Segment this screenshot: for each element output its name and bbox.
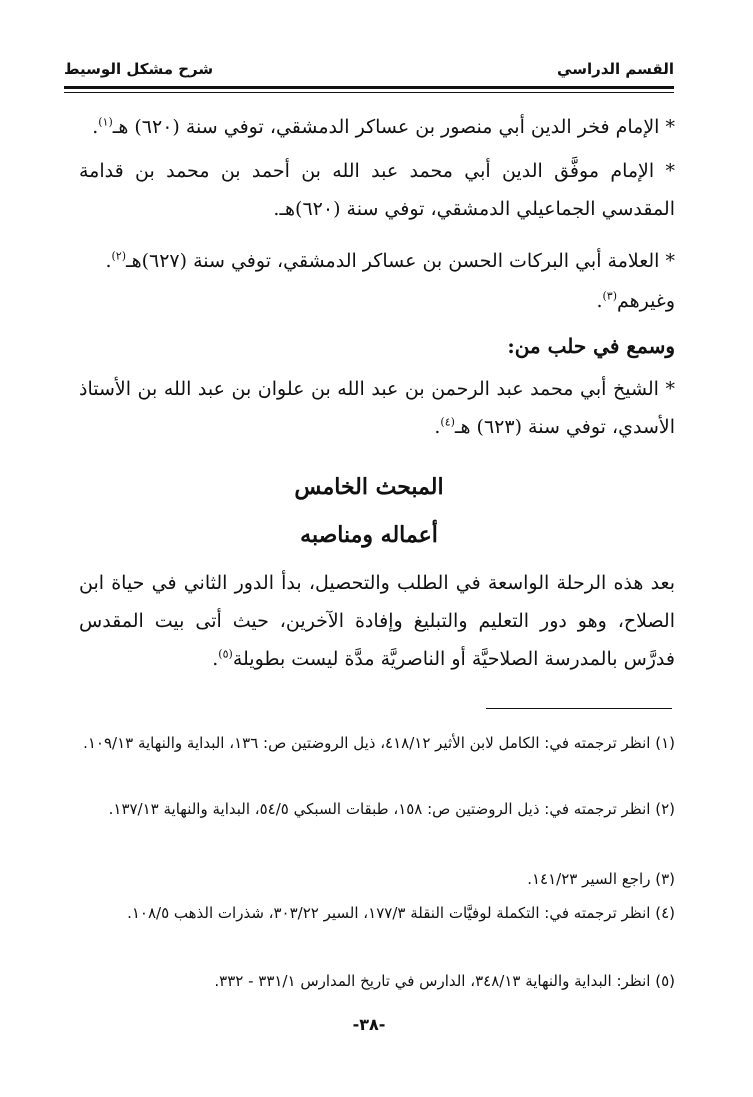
footnote-4: (٤) انظر ترجمته في: التكملة لوفيَّات النقلة ١٧٧/٣، السير ٣٠٣/٢٢، شذرات الذهب ١٠٨/٥. [127, 904, 675, 922]
footnote-ref-4[interactable]: (٤) [440, 415, 455, 429]
footnote-ref-3[interactable]: (٣) [602, 289, 617, 303]
chapter-title: المبحث الخامس [294, 474, 444, 500]
teacher-entry-3: * العلامة أبي البركات الحسن بن عساكر الدمشقي، توفي سنة (٦٢٧)هـ$^{(٢)}$. [105, 249, 675, 272]
footnote-ref-1[interactable]: (١) [98, 115, 113, 129]
footnote-ref-5[interactable]: (٥) [218, 647, 233, 661]
aleppo-heading: وسمع في حلب من: [507, 334, 675, 358]
chapter-subtitle: أعماله ومناصبه [300, 522, 438, 548]
footnote-separator [486, 708, 672, 709]
header-rule-thick [64, 86, 674, 89]
section-title: القسم الدراسي [557, 60, 674, 78]
footnote-5: (٥) انظر: البداية والنهاية ٣٤٨/١٣، الدارس في تاريخ المدارس ٣٣١/١ - ٣٣٢. [214, 972, 675, 990]
teacher-entry-1: * الإمام فخر الدين أبي منصور بن عساكر الدمشقي، توفي سنة (٦٢٠) هـ$^{(١)}$. [92, 115, 675, 138]
footnote-1: (١) انظر ترجمته في: الكامل لابن الأثير ٤١٨/١٢، ذيل الروضتين ص: ١٣٦، البداية والنهاية ١٠٩/١٣. [83, 734, 675, 752]
book-title: شرح مشكل الوسيط [64, 60, 214, 78]
footnote-ref-2[interactable]: (٢) [111, 249, 126, 263]
body-paragraph: بعد هذه الرحلة الواسعة في الطلب والتحصيل، بدأ الدور الثاني في حياة ابن الصلاح، وهو دور التعليم والتبليغ وإفادة الآخرين، حيث أتى بيت المقدس فدرَّس بالمدرسة الصلاحيَّة أو الناصريَّة مدَّة ليست بطويلة$^{(٥)}$. [79, 572, 675, 670]
running-header [64, 60, 674, 84]
teacher-entry-2: * الإمام موفَّق الدين أبي محمد عبد الله بن أحمد بن محمد بن قدامة المقدسي الجماعيلي الدمشقي، توفي سنة (٦٢٠)هـ. [79, 160, 675, 220]
aleppo-teacher-entry: * الشيخ أبي محمد عبد الرحمن بن عبد الله بن علوان بن عبد الله بن الأستاذ الأسدي، توفي سنة (٦٢٣) هـ$^{(٤)}$. [79, 378, 675, 438]
footnote-2: (٢) انظر ترجمته في: ذيل الروضتين ص: ١٥٨، طبقات السبكي ٥٤/٥، البداية والنهاية ١٣٧/١٣. [108, 800, 675, 818]
footnote-3: (٣) راجع السير ١٤١/٢٣. [527, 870, 675, 888]
page-number: -٣٨- [352, 1015, 386, 1034]
others-line: وغيرهم$^{(٣)}$. [596, 289, 675, 312]
header-rule-thin [64, 92, 674, 93]
